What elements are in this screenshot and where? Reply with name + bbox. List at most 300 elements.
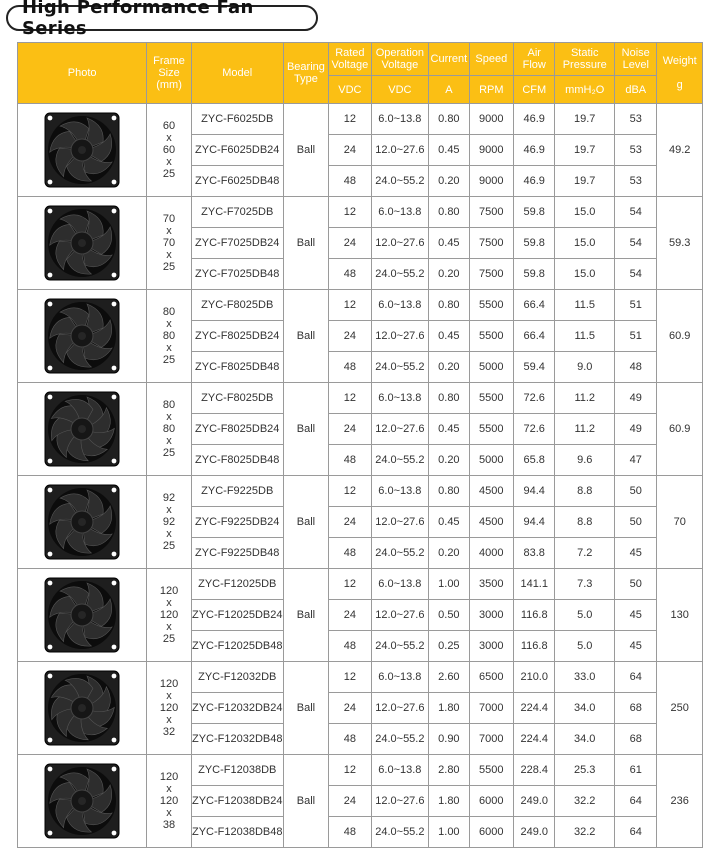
bearing-type-cell: Ball — [283, 569, 328, 662]
speed-cell: 5500 — [469, 290, 513, 321]
rated-voltage-cell: 24 — [329, 786, 371, 817]
header-static-pressure: Static Pressure — [555, 43, 615, 76]
air-flow-cell: 66.4 — [514, 321, 555, 352]
model-cell: ZYC-F8025DB48 — [191, 352, 283, 383]
noise-level-cell: 53 — [615, 166, 657, 197]
static-pressure-cell: 5.0 — [555, 631, 615, 662]
unit-operation-voltage: VDC — [371, 76, 429, 104]
frame-size-part: x — [166, 225, 172, 237]
current-cell: 0.20 — [429, 259, 469, 290]
speed-cell: 6000 — [469, 786, 513, 817]
noise-level-cell: 45 — [615, 631, 657, 662]
noise-level-cell: 54 — [615, 228, 657, 259]
speed-cell: 7500 — [469, 197, 513, 228]
frame-size-part: x — [166, 597, 172, 609]
air-flow-cell: 224.4 — [514, 693, 555, 724]
bearing-type-cell: Ball — [283, 290, 328, 383]
frame-size-part: 120 — [159, 795, 179, 807]
current-cell: 0.80 — [429, 476, 469, 507]
frame-size-part: 38 — [162, 819, 176, 831]
fan-icon — [43, 576, 121, 654]
frame-size-cell — [147, 290, 191, 383]
header-noise-level: Noise Level — [615, 43, 657, 76]
weight-cell: 70 — [657, 476, 703, 569]
noise-level-cell: 45 — [615, 538, 657, 569]
rated-voltage-cell: 48 — [329, 259, 371, 290]
model-cell: ZYC-F8025DB — [191, 383, 283, 414]
header-weight: Weight g — [657, 43, 703, 104]
noise-level-cell: 50 — [615, 569, 657, 600]
model-cell: ZYC-F8025DB48 — [191, 445, 283, 476]
speed-cell: 9000 — [469, 166, 513, 197]
speed-cell: 9000 — [469, 135, 513, 166]
static-pressure-cell: 33.0 — [555, 662, 615, 693]
operation-voltage-cell: 6.0~13.8 — [371, 662, 429, 693]
frame-size-part: x — [166, 714, 172, 726]
weight-cell: 59.3 — [657, 197, 703, 290]
model-cell: ZYC-F9225DB48 — [191, 538, 283, 569]
model-cell: ZYC-F6025DB — [191, 104, 283, 135]
frame-size-part: x — [166, 318, 172, 330]
rated-voltage-cell: 24 — [329, 135, 371, 166]
speed-cell: 6000 — [469, 817, 513, 848]
frame-size-part: 25 — [162, 354, 176, 366]
speed-cell: 9000 — [469, 104, 513, 135]
model-cell: ZYC-F9225DB24 — [191, 507, 283, 538]
air-flow-cell: 46.9 — [514, 135, 555, 166]
current-cell: 0.25 — [429, 631, 469, 662]
static-pressure-cell: 19.7 — [555, 135, 615, 166]
table-body — [18, 104, 703, 848]
frame-size-part: 120 — [159, 702, 179, 714]
operation-voltage-cell: 24.0~55.2 — [371, 445, 429, 476]
operation-voltage-cell: 12.0~27.6 — [371, 228, 429, 259]
table-row — [18, 197, 703, 228]
air-flow-cell: 65.8 — [514, 445, 555, 476]
static-pressure-cell: 8.8 — [555, 507, 615, 538]
static-pressure-cell: 9.6 — [555, 445, 615, 476]
operation-voltage-cell: 12.0~27.6 — [371, 600, 429, 631]
unit-air-flow: CFM — [514, 76, 555, 104]
fan-photo — [18, 476, 147, 569]
operation-voltage-cell: 6.0~13.8 — [371, 569, 429, 600]
model-cell: ZYC-F12032DB24 — [191, 693, 283, 724]
model-cell: ZYC-F7025DB24 — [191, 228, 283, 259]
rated-voltage-cell: 48 — [329, 445, 371, 476]
noise-level-cell: 50 — [615, 507, 657, 538]
frame-size-part: 80 — [162, 306, 176, 318]
static-pressure-cell: 34.0 — [555, 724, 615, 755]
frame-size-part: 92 — [162, 492, 176, 504]
static-pressure-cell: 9.0 — [555, 352, 615, 383]
air-flow-cell: 59.8 — [514, 197, 555, 228]
fan-photo — [18, 755, 147, 848]
air-flow-cell: 228.4 — [514, 755, 555, 786]
rated-voltage-cell: 24 — [329, 693, 371, 724]
rated-voltage-cell: 12 — [329, 569, 371, 600]
operation-voltage-cell: 24.0~55.2 — [371, 352, 429, 383]
weight-cell: 250 — [657, 662, 703, 755]
model-cell: ZYC-F12038DB24 — [191, 786, 283, 817]
frame-size-part: 120 — [159, 771, 179, 783]
frame-size-part: x — [166, 435, 172, 447]
static-pressure-cell: 7.3 — [555, 569, 615, 600]
current-cell: 0.20 — [429, 166, 469, 197]
static-pressure-cell: 11.5 — [555, 290, 615, 321]
current-cell: 1.00 — [429, 569, 469, 600]
rated-voltage-cell: 12 — [329, 755, 371, 786]
fan-icon — [43, 483, 121, 561]
frame-size-part: 92 — [162, 516, 176, 528]
header-photo: Photo — [18, 43, 147, 104]
operation-voltage-cell: 6.0~13.8 — [371, 290, 429, 321]
table-row — [18, 290, 703, 321]
current-cell: 0.90 — [429, 724, 469, 755]
model-cell: ZYC-F12025DB24 — [191, 600, 283, 631]
rated-voltage-cell: 12 — [329, 662, 371, 693]
speed-cell: 7500 — [469, 259, 513, 290]
header-operation-voltage: Operation Voltage — [371, 43, 429, 76]
operation-voltage-cell: 24.0~55.2 — [371, 538, 429, 569]
frame-size-part: x — [166, 783, 172, 795]
model-cell: ZYC-F12038DB48 — [191, 817, 283, 848]
frame-size-part: 80 — [162, 423, 176, 435]
fan-icon — [43, 111, 121, 189]
frame-size-part: x — [166, 249, 172, 261]
current-cell: 0.45 — [429, 507, 469, 538]
noise-level-cell: 68 — [615, 693, 657, 724]
bearing-type-cell: Ball — [283, 197, 328, 290]
frame-size-part: 80 — [162, 399, 176, 411]
weight-cell: 60.9 — [657, 383, 703, 476]
operation-voltage-cell: 12.0~27.6 — [371, 507, 429, 538]
table-row — [18, 569, 703, 600]
operation-voltage-cell: 12.0~27.6 — [371, 693, 429, 724]
rated-voltage-cell: 24 — [329, 228, 371, 259]
frame-size-cell — [147, 383, 191, 476]
static-pressure-cell: 15.0 — [555, 197, 615, 228]
speed-cell: 4500 — [469, 507, 513, 538]
noise-level-cell: 54 — [615, 259, 657, 290]
table-row — [18, 383, 703, 414]
air-flow-cell: 116.8 — [514, 631, 555, 662]
table-row — [18, 476, 703, 507]
static-pressure-cell: 11.2 — [555, 414, 615, 445]
fan-icon — [43, 204, 121, 282]
air-flow-cell: 94.4 — [514, 507, 555, 538]
frame-size-part: x — [166, 411, 172, 423]
current-cell: 0.45 — [429, 228, 469, 259]
header-bearing-type: Bearing Type — [283, 43, 328, 104]
current-cell: 1.80 — [429, 786, 469, 817]
current-cell: 0.80 — [429, 197, 469, 228]
model-cell: ZYC-F6025DB24 — [191, 135, 283, 166]
header-row — [18, 43, 703, 76]
model-cell: ZYC-F6025DB48 — [191, 166, 283, 197]
noise-level-cell: 64 — [615, 786, 657, 817]
frame-size-part: 70 — [162, 213, 176, 225]
rated-voltage-cell: 48 — [329, 166, 371, 197]
rated-voltage-cell: 12 — [329, 104, 371, 135]
noise-level-cell: 47 — [615, 445, 657, 476]
frame-size-part: x — [166, 156, 172, 168]
frame-size-part: x — [166, 504, 172, 516]
table-row — [18, 104, 703, 135]
header-air-flow: Air Flow — [514, 43, 555, 76]
frame-size-part: 70 — [162, 237, 176, 249]
static-pressure-cell: 8.8 — [555, 476, 615, 507]
series-title: High Performance Fan Series — [6, 5, 318, 31]
model-cell: ZYC-F12032DB — [191, 662, 283, 693]
fan-photo — [18, 104, 147, 197]
unit-current: A — [429, 76, 469, 104]
operation-voltage-cell: 6.0~13.8 — [371, 197, 429, 228]
speed-cell: 6500 — [469, 662, 513, 693]
rated-voltage-cell: 12 — [329, 197, 371, 228]
speed-cell: 5500 — [469, 414, 513, 445]
operation-voltage-cell: 12.0~27.6 — [371, 321, 429, 352]
speed-cell: 5500 — [469, 321, 513, 352]
current-cell: 0.80 — [429, 383, 469, 414]
noise-level-cell: 64 — [615, 662, 657, 693]
current-cell: 0.80 — [429, 104, 469, 135]
speed-cell: 5500 — [469, 755, 513, 786]
current-cell: 0.50 — [429, 600, 469, 631]
header-frame-size: Frame Size (mm) — [147, 43, 191, 104]
speed-cell: 7000 — [469, 724, 513, 755]
operation-voltage-cell: 6.0~13.8 — [371, 755, 429, 786]
frame-size-cell — [147, 476, 191, 569]
operation-voltage-cell: 6.0~13.8 — [371, 104, 429, 135]
frame-size-cell — [147, 662, 191, 755]
static-pressure-cell: 19.7 — [555, 166, 615, 197]
model-cell: ZYC-F12038DB — [191, 755, 283, 786]
noise-level-cell: 49 — [615, 414, 657, 445]
frame-size-part: 120 — [159, 585, 179, 597]
fan-photo — [18, 569, 147, 662]
noise-level-cell: 53 — [615, 135, 657, 166]
fan-icon — [43, 762, 121, 840]
fan-photo — [18, 383, 147, 476]
operation-voltage-cell: 6.0~13.8 — [371, 383, 429, 414]
frame-size-part: x — [166, 807, 172, 819]
frame-size-part: 25 — [162, 447, 176, 459]
rated-voltage-cell: 48 — [329, 538, 371, 569]
frame-size-part: 25 — [162, 540, 176, 552]
speed-cell: 3500 — [469, 569, 513, 600]
weight-cell: 49.2 — [657, 104, 703, 197]
speed-cell: 7500 — [469, 228, 513, 259]
table-header — [18, 43, 703, 104]
air-flow-cell: 249.0 — [514, 817, 555, 848]
speed-cell: 5000 — [469, 445, 513, 476]
noise-level-cell: 50 — [615, 476, 657, 507]
operation-voltage-cell: 12.0~27.6 — [371, 786, 429, 817]
operation-voltage-cell: 24.0~55.2 — [371, 631, 429, 662]
current-cell: 0.20 — [429, 352, 469, 383]
speed-cell: 5500 — [469, 383, 513, 414]
air-flow-cell: 46.9 — [514, 166, 555, 197]
fan-photo — [18, 197, 147, 290]
unit-static-pressure: mmH₂O — [555, 76, 615, 104]
rated-voltage-cell: 12 — [329, 290, 371, 321]
model-cell: ZYC-F12032DB48 — [191, 724, 283, 755]
static-pressure-cell: 25.3 — [555, 755, 615, 786]
header-rated-voltage: Rated Voltage — [329, 43, 371, 76]
operation-voltage-cell: 24.0~55.2 — [371, 166, 429, 197]
operation-voltage-cell: 6.0~13.8 — [371, 476, 429, 507]
current-cell: 0.80 — [429, 290, 469, 321]
model-cell: ZYC-F8025DB24 — [191, 414, 283, 445]
rated-voltage-cell: 24 — [329, 507, 371, 538]
current-cell: 2.60 — [429, 662, 469, 693]
air-flow-cell: 59.4 — [514, 352, 555, 383]
air-flow-cell: 224.4 — [514, 724, 555, 755]
noise-level-cell: 54 — [615, 197, 657, 228]
rated-voltage-cell: 48 — [329, 352, 371, 383]
static-pressure-cell: 32.2 — [555, 786, 615, 817]
frame-size-part: 25 — [162, 633, 176, 645]
frame-size-part: x — [166, 132, 172, 144]
frame-size-cell — [147, 755, 191, 848]
air-flow-cell: 83.8 — [514, 538, 555, 569]
speed-cell: 4000 — [469, 538, 513, 569]
fan-icon — [43, 390, 121, 468]
noise-level-cell: 51 — [615, 290, 657, 321]
static-pressure-cell: 19.7 — [555, 104, 615, 135]
weight-cell: 130 — [657, 569, 703, 662]
noise-level-cell: 68 — [615, 724, 657, 755]
speed-cell: 5000 — [469, 352, 513, 383]
weight-cell: 236 — [657, 755, 703, 848]
fan-photo — [18, 662, 147, 755]
current-cell: 0.20 — [429, 538, 469, 569]
fan-icon — [43, 669, 121, 747]
static-pressure-cell: 11.5 — [555, 321, 615, 352]
bearing-type-cell: Ball — [283, 383, 328, 476]
bearing-type-cell: Ball — [283, 476, 328, 569]
rated-voltage-cell: 48 — [329, 817, 371, 848]
frame-size-part: x — [166, 690, 172, 702]
air-flow-cell: 72.6 — [514, 414, 555, 445]
operation-voltage-cell: 12.0~27.6 — [371, 414, 429, 445]
frame-size-part: 60 — [162, 144, 176, 156]
noise-level-cell: 53 — [615, 104, 657, 135]
unit-rated-voltage: VDC — [329, 76, 371, 104]
model-cell: ZYC-F12025DB48 — [191, 631, 283, 662]
rated-voltage-cell: 24 — [329, 600, 371, 631]
static-pressure-cell: 11.2 — [555, 383, 615, 414]
static-pressure-cell: 32.2 — [555, 817, 615, 848]
operation-voltage-cell: 12.0~27.6 — [371, 135, 429, 166]
current-cell: 1.80 — [429, 693, 469, 724]
noise-level-cell: 45 — [615, 600, 657, 631]
table-row — [18, 755, 703, 786]
frame-size-part: x — [166, 342, 172, 354]
rated-voltage-cell: 12 — [329, 383, 371, 414]
air-flow-cell: 59.8 — [514, 259, 555, 290]
static-pressure-cell: 34.0 — [555, 693, 615, 724]
rated-voltage-cell: 12 — [329, 476, 371, 507]
frame-size-part: 25 — [162, 168, 176, 180]
rated-voltage-cell: 24 — [329, 414, 371, 445]
bearing-type-cell: Ball — [283, 755, 328, 848]
frame-size-cell — [147, 569, 191, 662]
static-pressure-cell: 5.0 — [555, 600, 615, 631]
fan-spec-table — [17, 42, 703, 848]
speed-cell: 4500 — [469, 476, 513, 507]
current-cell: 0.45 — [429, 135, 469, 166]
operation-voltage-cell: 24.0~55.2 — [371, 724, 429, 755]
model-cell: ZYC-F7025DB48 — [191, 259, 283, 290]
air-flow-cell: 116.8 — [514, 600, 555, 631]
static-pressure-cell: 15.0 — [555, 259, 615, 290]
speed-cell: 3000 — [469, 631, 513, 662]
frame-size-cell — [147, 104, 191, 197]
air-flow-cell: 141.1 — [514, 569, 555, 600]
bearing-type-cell: Ball — [283, 104, 328, 197]
noise-level-cell: 48 — [615, 352, 657, 383]
model-cell: ZYC-F8025DB — [191, 290, 283, 321]
unit-speed: RPM — [469, 76, 513, 104]
rated-voltage-cell: 48 — [329, 631, 371, 662]
air-flow-cell: 59.8 — [514, 228, 555, 259]
model-cell: ZYC-F12025DB — [191, 569, 283, 600]
frame-size-part: x — [166, 528, 172, 540]
noise-level-cell: 51 — [615, 321, 657, 352]
frame-size-part: 120 — [159, 678, 179, 690]
table-row — [18, 662, 703, 693]
frame-size-part: 25 — [162, 261, 176, 273]
operation-voltage-cell: 24.0~55.2 — [371, 817, 429, 848]
weight-cell: 60.9 — [657, 290, 703, 383]
frame-size-part: 80 — [162, 330, 176, 342]
rated-voltage-cell: 48 — [329, 724, 371, 755]
air-flow-cell: 72.6 — [514, 383, 555, 414]
frame-size-part: 32 — [162, 726, 176, 738]
noise-level-cell: 64 — [615, 817, 657, 848]
frame-size-part: 60 — [162, 120, 176, 132]
speed-cell: 3000 — [469, 600, 513, 631]
frame-size-cell — [147, 197, 191, 290]
model-cell: ZYC-F7025DB — [191, 197, 283, 228]
frame-size-part: 120 — [159, 609, 179, 621]
fan-icon — [43, 297, 121, 375]
current-cell: 0.45 — [429, 321, 469, 352]
static-pressure-cell: 7.2 — [555, 538, 615, 569]
header-current: Current — [429, 43, 469, 76]
header-speed: Speed — [469, 43, 513, 76]
air-flow-cell: 46.9 — [514, 104, 555, 135]
air-flow-cell: 249.0 — [514, 786, 555, 817]
frame-size-part: x — [166, 621, 172, 633]
model-cell: ZYC-F9225DB — [191, 476, 283, 507]
current-cell: 0.45 — [429, 414, 469, 445]
operation-voltage-cell: 24.0~55.2 — [371, 259, 429, 290]
air-flow-cell: 94.4 — [514, 476, 555, 507]
current-cell: 0.20 — [429, 445, 469, 476]
header-model: Model — [191, 43, 283, 104]
noise-level-cell: 61 — [615, 755, 657, 786]
bearing-type-cell: Ball — [283, 662, 328, 755]
speed-cell: 7000 — [469, 693, 513, 724]
air-flow-cell: 210.0 — [514, 662, 555, 693]
model-cell: ZYC-F8025DB24 — [191, 321, 283, 352]
air-flow-cell: 66.4 — [514, 290, 555, 321]
noise-level-cell: 49 — [615, 383, 657, 414]
current-cell: 1.00 — [429, 817, 469, 848]
unit-noise-level: dBA — [615, 76, 657, 104]
